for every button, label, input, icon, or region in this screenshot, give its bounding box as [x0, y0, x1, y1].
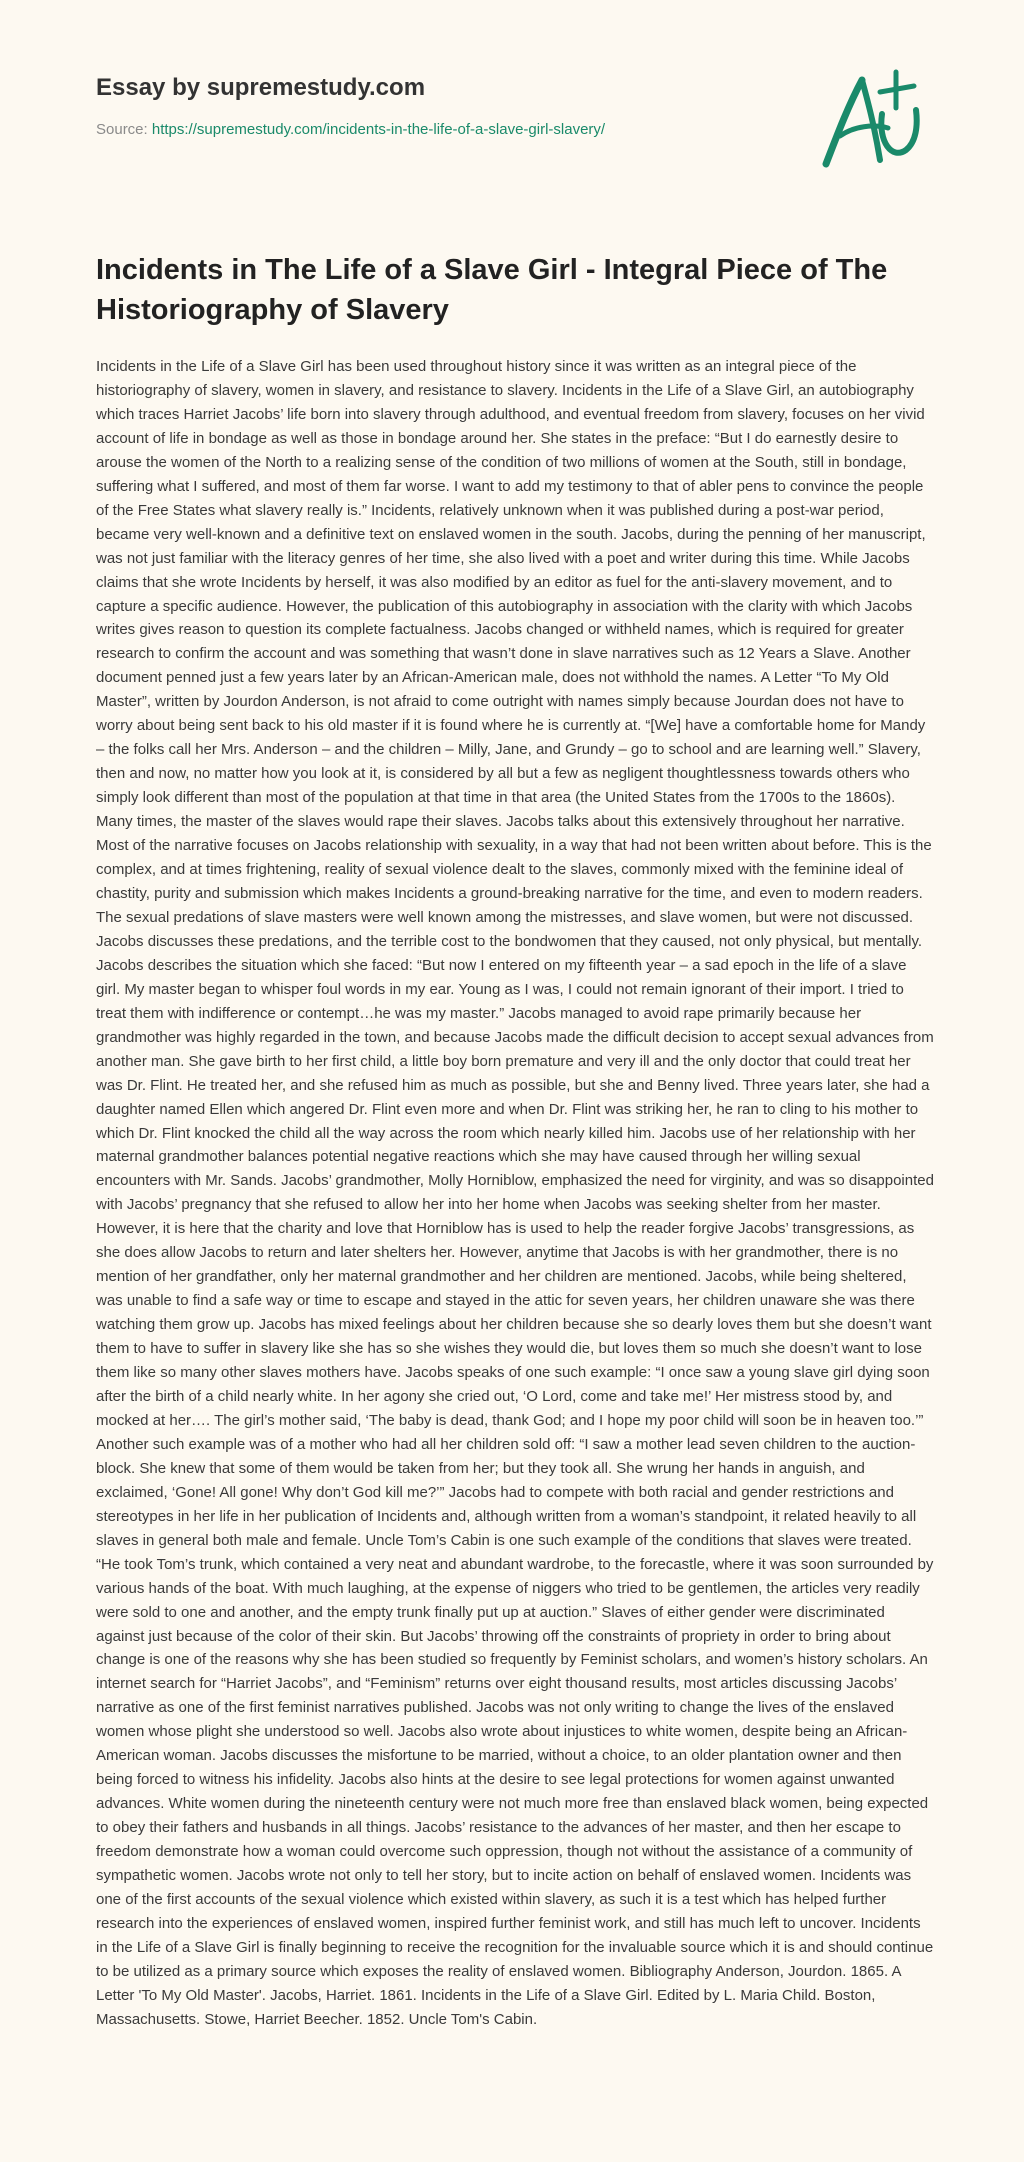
source-line	[96, 120, 696, 140]
a-plus-logo-icon	[818, 62, 930, 174]
site-title: Essay by supremestudy.com	[96, 74, 426, 101]
article-title: Incidents in The Life of a Slave Girl - Integral Piece of The Historiography of Slavery	[96, 254, 888, 326]
page-header	[96, 70, 696, 140]
a-plus-logo-svg	[818, 62, 930, 174]
article-body: Incidents in the Life of a Slave Girl has been used throughout history since it was written as an integral piece of the historiography of slavery, women in slavery, and resistance to slavery. Incidents in the Life of a Slave Girl, an autobiography which traces Harriet Jacobs’ life born into slavery through adulthood, and eventual freedom from slavery, focuses on her vivid account of life in bondage as well as those in bondage around her. She states in the preface: “But I do earnestly desire to arouse the women of the North to a realizing sense of the condition of two millions of women at the South, still in bondage, suffering what I suffered, and most of them far worse. I want to add my testimony to that of abler pens to convince the people of the Free States what slavery really is.” Incidents, relatively unknown when it was published during a post-war period, became very well-known and a definitive text on enslaved women in the south. Jacobs, during the penning of her manuscript, was not just familiar with the literacy genres of her time, she also lived with a poet and writer during this time. While Jacobs claims that she wrote Incidents by herself, it was also modified by an editor as fuel for the anti-slavery movement, and to capture a specific audience. However, the publication of this autobiography in association with the clarity with which Jacobs writes gives reason to question its complete factualness. Jacobs changed or withheld names, which is required for greater research to confirm the account and was something that wasn’t done in slave narratives such as 12 Years a Slave. Another document penned just a few years later by an African-American male, does not withhold the names. A Letter “To My Old Master”, written by Jourdon Anderson, is not afraid to come outright with names simply because Jourdan does not have to worry about being sent back to his old master if it is found where he is currently at. “[We] have a comfortable home for Mandy – the folks call her Mrs. Anderson – and the children – Milly, Jane, and Grundy – go to school and are learning well.” Slavery, then and now, no matter how you look at it, is considered by all but a few as negligent thoughtlessness towards others who simply look different than most of the population at that time in that area (the United States from the 1700s to the 1860s). Many times, the master of the slaves would rape their slaves. Jacobs talks about this extensively throughout her narrative. Most of the narrative focuses on Jacobs relationship with sexuality, in a way that had not been written about before. This is the complex, and at times frightening, reality of sexual violence dealt to the slaves, commonly mixed with the feminine ideal of chastity, purity and submission which makes Incidents a ground-breaking narrative for the time, and even to modern readers. The sexual predations of slave masters were well known among the mistresses, and slave women, but were not discussed. Jacobs discusses these predations, and the terrible cost to the bondwomen that they caused, not only physical, but mentally. Jacobs describes the situation which she faced: “But now I entered on my fifteenth year – a sad epoch in the life of a slave girl. My master began to whisper foul words in my ear. Young as I was, I could not remain ignorant of their import. I tried to treat them with indifference or contempt…he was my master.” Jacobs managed to avoid rape primarily because her grandmother was highly regarded in the town, and because Jacobs made the difficult decision to accept sexual advances from another man. She gave birth to her first child, a little boy born premature and very ill and the only doctor that could treat her was Dr. Flint. He treated her, and she refused him as much as possible, but she and Benny lived. Three years later, she had a daughter named Ellen which angered Dr. Flint even more and when Dr. Flint was striking her, he ran to cling to his mother to which Dr. Flint knocked the child all the way across the room which nearly killed him. Jacobs use of her relationship with her maternal grandmother balances potential negative reactions which she may have caused through her willing sexual encounters with Mr. Sands. Jacobs’ grandmother, Molly Horniblow, emphasized the need for virginity, and was so disappointed with Jacobs’ pregnancy that she refused to allow her into her home when Jacobs was seeking shelter from her master. However, it is here that the charity and love that Horniblow has is used to help the reader forgive Jacobs’ transgressions, as she does allow Jacobs to return and later shelters her. However, anytime that Jacobs is with her grandmother, there is no mention of her grandfather, only her maternal grandmother and her children are mentioned. Jacobs, while being sheltered, was unable to find a safe way or time to escape and stayed in the attic for seven years, her children unaware she was there watching them grow up. Jacobs has mixed feelings about her children because she so dearly loves them but she doesn’t want them to have to suffer in slavery like she has so she wishes they would die, but loves them so much she doesn’t want to lose them like so many other slaves mothers have. Jacobs speaks of one such example: “I once saw a young slave girl dying soon after the birth of a child nearly white. In her agony she cried out, ‘O Lord, come and take me!’ Her mistress stood by, and mocked at her…. The girl’s mother said, ‘The baby is dead, thank God; and I hope my poor child will soon be in heaven too.’” Another such example was of a mother who had all her children sold off: “I saw a mother lead seven children to the auction-block. She knew that some of them would be taken from her; but they took all. She wrung her hands in anguish, and exclaimed, ‘Gone! All gone! Why don’t God kill me?’” Jacobs had to compete with both racial and gender restrictions and stereotypes in her life in her publication of Incidents and, although written from a woman’s standpoint, it related heavily to all slaves in general both male and female. Uncle Tom’s Cabin is one such example of the conditions that slaves were treated. “He took Tom’s trunk, which contained a very neat and abundant wardrobe, to the forecastle, where it was soon surrounded by various hands of the boat. With much laughing, at the expense of niggers who tried to be gentlemen, the articles very readily were sold to one and another, and the empty trunk finally put up at auction.” Slaves of either gender were discriminated against just because of the color of their skin. But Jacobs’ throwing off the constraints of propriety in order to bring about change is one of the reasons why she has been studied so frequently by Feminist scholars, and women’s history scholars. An internet search for “Harriet Jacobs”, and “Feminism” returns over eight thousand results, most articles discussing Jacobs’ narrative as one of the first feminist narratives published. Jacobs was not only writing to change the lives of the enslaved women whose plight she understood so well. Jacobs also wrote about injustices to white women, despite being an African-American woman. Jacobs discusses the misfortune to be married, without a choice, to an older plantation owner and then being forced to witness his infidelity. Jacobs also hints at the desire to see legal protections for women against unwanted advances. White women during the nineteenth century were not much more free than enslaved black women, being expected to obey their fathers and husbands in all things. Jacobs’ resistance to the advances of her master, and then her escape to freedom demonstrate how a woman could overcome such oppression, though not without the assistance of a community of sympathetic women. Jacobs wrote not only to tell her story, but to incite action on behalf of enslaved women. Incidents was one of the first accounts of the sexual violence which existed within slavery, as such it is a test which has helped further research into the experiences of enslaved women, inspired further feminist work, and still has much left to uncover. Incidents in the Life of a Slave Girl is finally beginning to receive the recognition for the invaluable source which it is and should continue to be utilized as a primary source which exposes the reality of enslaved women. Bibliography Anderson, Jourdon. 1865. A Letter 'To My Old Master'. Jacobs, Harriet. 1861. Incidents in the Life of a Slave Girl. Edited by L. Maria Child. Boston, Massachusetts. Stowe, Harriet Beecher. 1852. Uncle Tom's Cabin.	[96, 358, 934, 2028]
source-label: Source:	[96, 121, 152, 138]
source-link[interactable]: https://supremestudy.com/incidents-in-the-life-of-a-slave-girl-slavery/	[151, 121, 606, 138]
